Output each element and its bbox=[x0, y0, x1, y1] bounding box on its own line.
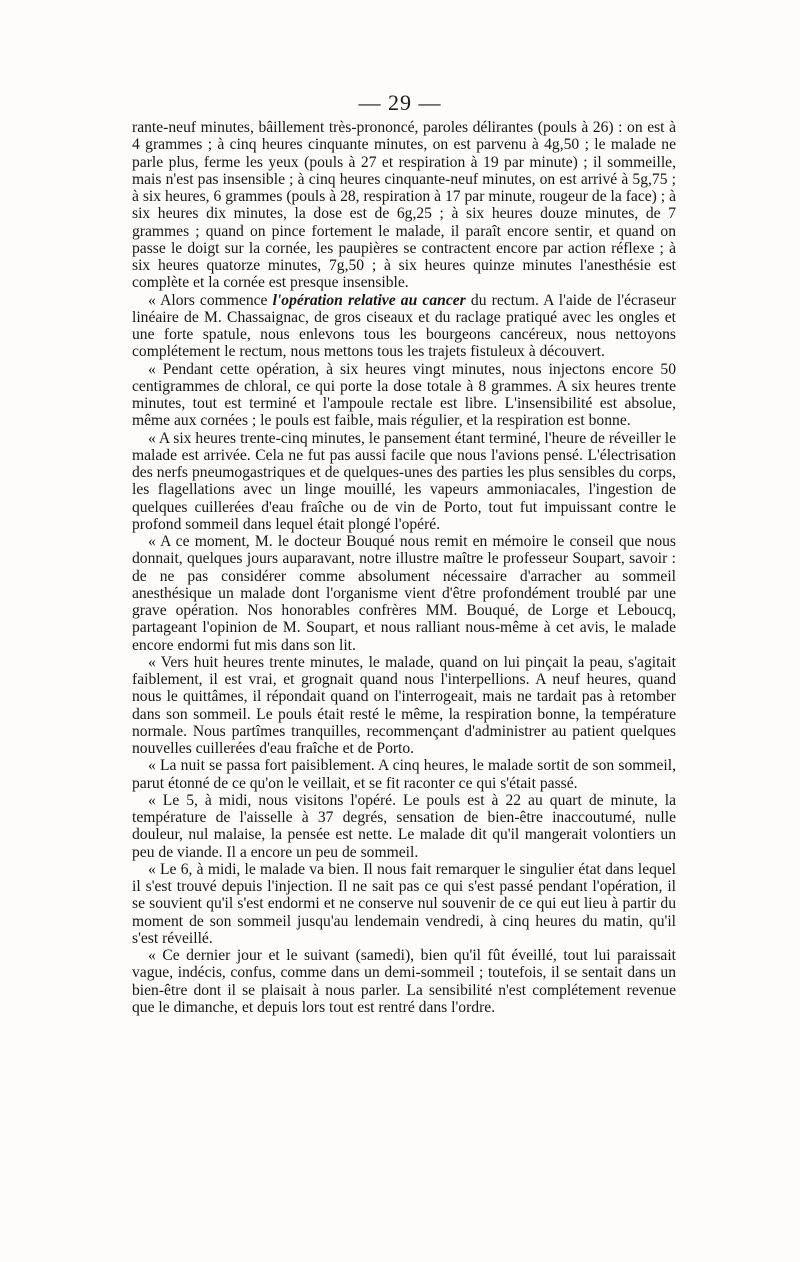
paragraph-8: « Le 5, à midi, nous visitons l'opéré. Le pouls est à 22 au quart de minute, la température de l'aisselle à 37 degrés, sensation de bien-être inaccoutumé, nulle douleur, nul malaise, la pensée est nette. Le malade dit qu'il mangerait volontiers un peu de viande. Il a encore un peu de sommeil. bbox=[132, 791, 676, 861]
page-number: — 29 — bbox=[358, 90, 442, 115]
paragraph-9: « Le 6, à midi, le malade va bien. Il nous fait remarquer le singulier état dans lequel il s'est trouvé depuis l'injection. Il ne sait pas ce qui s'est passé pendant l'opération, il se souvient qu'il s'est endormi et ne conserve nul souvenir de ce qui eut lieu à partir du moment de son sommeil jusqu'au lendemain vendredi, à cinq heures du matin, qu'il s'est réveillé. bbox=[132, 860, 676, 947]
paragraph-3: « Pendant cette opération, à six heures vingt minutes, nous injectons encore 50 centigrammes de chloral, ce qui porte la dose totale à 8 grammes. A six heures trente minutes, tout est terminé et l'ampoule rectale est libre. L'insensibilité est absolue, même aux cornées ; le pouls est faible, mais régulier, et la respiration est bonne. bbox=[132, 360, 676, 430]
paragraph-10: « Ce dernier jour et le suivant (samedi), bien qu'il fût éveillé, tout lui paraissait vague, indécis, confus, comme dans un demi-sommeil ; toutefois, il se sentait dans un bien-être dont il se plaisait à nous parler. La sensibilité n'est complétement revenue que le dimanche, et depuis lors tout est rentré dans l'ordre. bbox=[132, 947, 676, 1016]
paragraph-5: « A ce moment, M. le docteur Bouqué nous remit en mémoire le conseil que nous donnait, quelques jours auparavant, notre illustre maître le professeur Soupart, savoir : de ne pas considérer comme absolument nécessaire d'arracher au sommeil anesthésique un malade dont l'organisme vient d'être profondément troublé par une grave opération. Nos honorables confrères MM. Bouqué, de Lorge et Leboucq, partageant l'opinion de M. Soupart, et nous ralliant nous-même à cet avis, le malade encore endormi fut mis dans son lit. bbox=[132, 533, 676, 654]
paragraph-4: « A six heures trente-cinq minutes, le pansement étant terminé, l'heure de réveiller le malade est arrivée. Cela ne fut pas aussi facile que nous l'avions pensé. L'électrisation des nerfs pneumogastriques et de quelques-unes des parties les plus sensibles du corps, les flagellations avec un linge mouillé, les vapeurs ammoniacales, l'ingestion de quelques cuillerées d'eau fraîche ou de vin de Porto, tout fut impuissant contre le profond sommeil dans lequel était plongé l'opéré. bbox=[132, 429, 676, 533]
paragraph-1: rante-neuf minutes, bâillement très-prononcé, paroles délirantes (pouls à 26) : on est à 4 grammes ; à cinq heures cinquante minutes, on est parvenu à 4g,50 ; le malade ne parle plus, ferme les yeux (pouls à 27 et respiration à 19 par minute) ; il sommeille, mais n'est pas insensible ; à cinq heures cinquante-neuf minutes, on est arrivé à 5g,75 ; à six heures, 6 grammes (pouls à 28, respiration à 17 par minute, rougeur de la face) ; à six heures dix minutes, la dose est de 6g,25 ; à six heures douze minutes, de 7 grammes ; quand on pince fortement le malade, il paraît encore sentir, et quand on passe le doigt sur la cornée, les paupières se contractent encore par action réflexe ; à six heures quatorze minutes, 7g,50 ; à six heures quinze minutes l'anesthésie est complète et la cornée est presque insensible. bbox=[132, 119, 676, 292]
paragraph-6: « Vers huit heures trente minutes, le malade, quand on lui pinçait la peau, s'agitait faiblement, il est vrai, et grognait quand nous l'interpellions. A neuf heures, quand nous le quittâmes, il répondait quand on l'interrogeait, mais ne tardait pas à retomber dans son sommeil. Le pouls était resté le même, la respiration bonne, la température normale. Nous partîmes tranquilles, recommençant d'administrer au patient quelques nouvelles cuillerées d'eau fraîche et de Porto. bbox=[132, 653, 676, 757]
paragraph-2-lead: « Alors commence bbox=[148, 291, 273, 309]
body-text bbox=[132, 119, 676, 1016]
paragraph-2 bbox=[132, 292, 676, 361]
paragraph-7: « La nuit se passa fort paisiblement. A cinq heures, le malade sortit de son sommeil, parut étonné de ce qu'on le veillait, et se fit raconter ce qui s'était passé. bbox=[132, 757, 676, 792]
paragraph-2-rest: du rectum. A l'aide de l'écraseur linéaire de M. Chassaignac, de gros ciseaux et du raclage pratiqué avec les ongles et une forte spatule, nous enlevons tous les bourgeons cancéreux, nous nettoyons complétement le rectum, nous mettons tous les trajets fistuleux à découvert. bbox=[132, 291, 676, 361]
emphasized-phrase: l'opération relative au cancer bbox=[272, 291, 466, 309]
